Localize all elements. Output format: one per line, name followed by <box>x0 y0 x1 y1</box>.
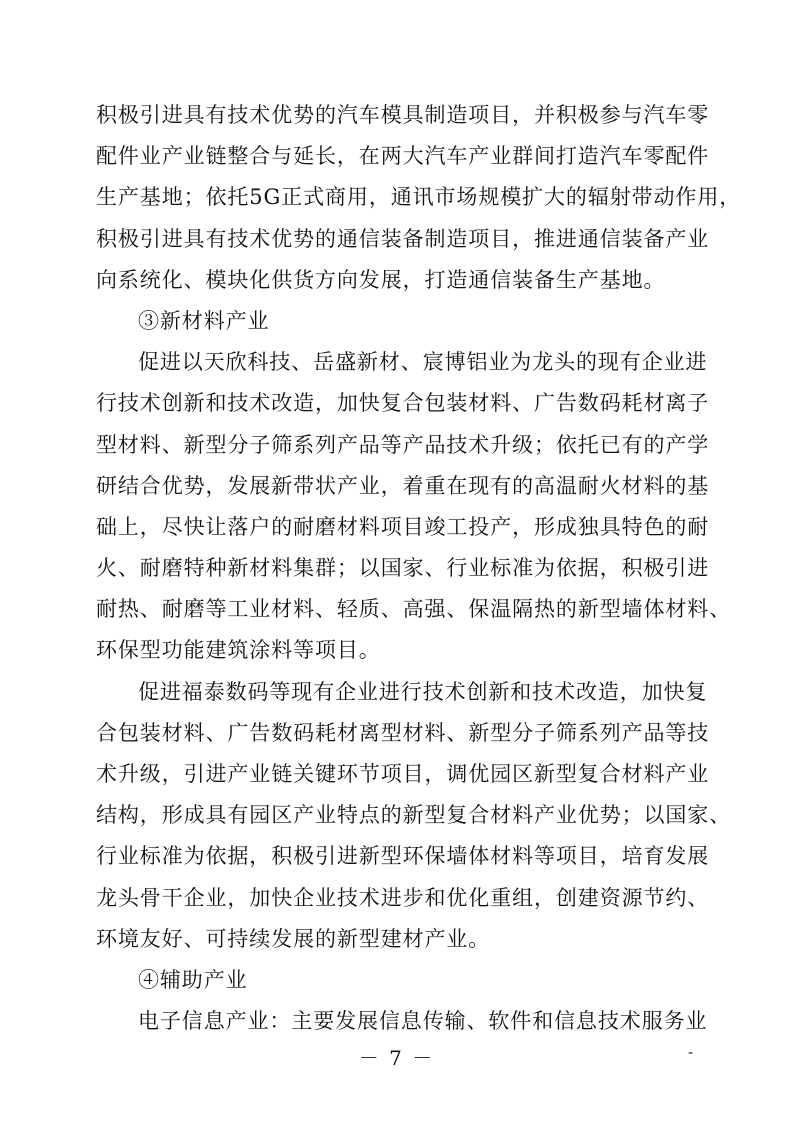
text-line: 积极引进具有技术优势的通信装备制造项目，推进通信装备产业 <box>96 226 710 251</box>
text-line: 积极引进具有技术优势的汽车模具制造项目，并积极参与汽车零 <box>96 103 710 127</box>
text-line: 向系统化、模块化供货方向发展，打造通信装备生产基地。 <box>96 267 666 292</box>
text-line: 术升级，引进产业链关键环节项目，调优园区新型复合材料产业 <box>96 762 710 786</box>
section-heading-auxiliary-industries: ④辅助产业 <box>138 967 248 992</box>
text-line: 耐热、耐磨等工业材料、轻质、高强、保温隔热的新型墙体材料、 <box>96 597 732 622</box>
text-line: 促进以天欣科技、岳盛新材、宸博铝业为龙头的现有企业进 <box>138 350 708 375</box>
text-line: 行技术创新和技术改造，加快复合包装材料、广告数码耗材离子 <box>96 391 710 416</box>
text-line: 合包装材料、广告数码耗材离型材料、新型分子筛系列产品等技 <box>96 720 710 745</box>
text-line: 行业标准为依据，积极引进新型环保墙体材料等项目，培育发展 <box>96 844 710 869</box>
text-line: 结构，形成具有园区产业特点的新型复合材料产业优势；以国家、 <box>96 803 732 828</box>
text-line: 配件业产业链整合与延长，在两大汽车产业群间打造汽车零配件 <box>96 144 710 169</box>
edge-mark: - <box>688 1043 694 1061</box>
text-line: 研结合优势，发展新带状产业，着重在现有的高温耐火材料的基 <box>96 473 710 498</box>
document-body <box>96 95 742 1042</box>
text-line: 龙头骨干企业，加快企业技术进步和优化重组，创建资源节约、 <box>96 885 710 910</box>
page-number: － 7 － <box>358 1046 435 1070</box>
text-line: 环保型功能建筑涂料等项目。 <box>96 638 381 663</box>
text-line: 环境友好、可持续发展的新型建材产业。 <box>96 926 491 951</box>
text-line: 电子信息产业：主要发展信息传输、软件和信息技术服务业 <box>138 1009 708 1034</box>
text-line: 火、耐磨特种新材料集群；以国家、行业标准为依据，积极引进 <box>96 556 710 581</box>
text-line: 础上，尽快让落户的耐磨材料项目竣工投产，形成独具特色的耐 <box>96 514 710 539</box>
text-line: 生产基地；依托5G正式商用，通讯市场规模扩大的辐射带动作用， <box>96 185 742 210</box>
text-line: 促进福泰数码等现有企业进行技术创新和技术改造，加快复 <box>138 679 708 704</box>
section-heading-new-materials: ③新材料产业 <box>138 308 270 333</box>
text-line: 型材料、新型分子筛系列产品等产品技术升级；依托已有的产学 <box>96 432 710 457</box>
